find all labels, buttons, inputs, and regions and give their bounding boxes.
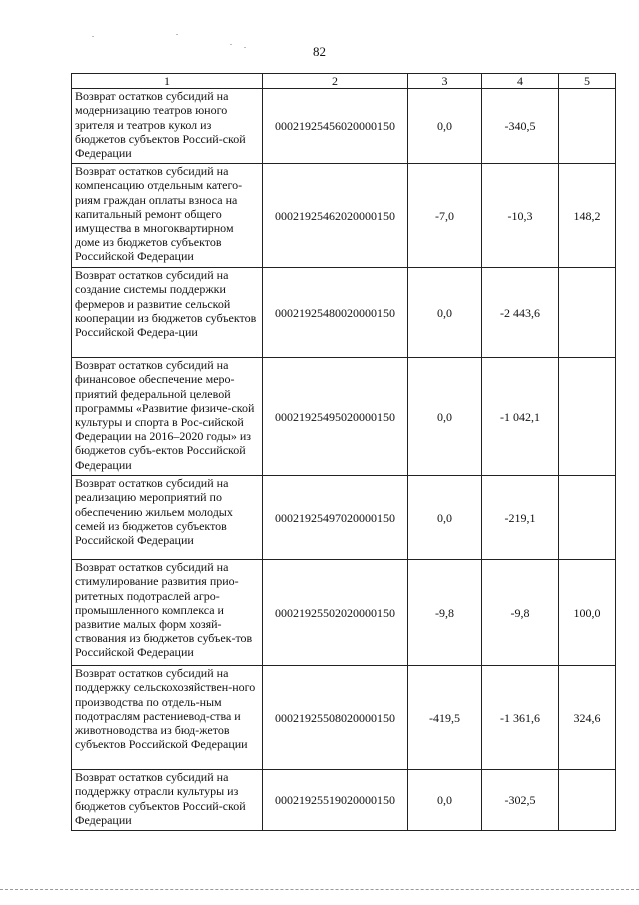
col5-cell: 148,2 (559, 164, 616, 268)
code-cell: 00021925502020000150 (263, 560, 408, 666)
table-row (72, 476, 616, 560)
description-cell: Возврат остатков субсидий на реализацию мероприятий по обеспечению жильем молодых семей из бюджетов субъектов Российской Федерации (72, 476, 263, 560)
code-cell: 00021925497020000150 (263, 476, 408, 560)
col5-cell: 100,0 (559, 560, 616, 666)
col5-cell (559, 89, 616, 164)
col5-cell (559, 358, 616, 476)
col3-cell: 0,0 (408, 770, 482, 831)
code-cell: 00021925508020000150 (263, 666, 408, 770)
code-cell: 00021925495020000150 (263, 358, 408, 476)
col4-cell: -9,8 (482, 560, 559, 666)
table-row (72, 666, 616, 770)
col3-cell: 0,0 (408, 476, 482, 560)
code-cell: 00021925462020000150 (263, 164, 408, 268)
col4-cell: -1 361,6 (482, 666, 559, 770)
col3-cell: -419,5 (408, 666, 482, 770)
col3-cell: -9,8 (408, 560, 482, 666)
col5-cell (559, 770, 616, 831)
column-header: 4 (482, 74, 559, 89)
col5-cell (559, 268, 616, 358)
col4-cell: -10,3 (482, 164, 559, 268)
description-cell: Возврат остатков субсидий на модернизацию театров юного зрителя и театров кукол из бюджетов субъектов Россий-ской Федерации (72, 89, 263, 164)
col5-cell: 324,6 (559, 666, 616, 770)
code-cell: 00021925456020000150 (263, 89, 408, 164)
column-header: 5 (559, 74, 616, 89)
column-header: 3 (408, 74, 482, 89)
description-cell: Возврат остатков субсидий на стимулирование развития прио-ритетных подотраслей агро-промышленного комплекса и развитие малых форм хозяй-ствования из бюджетов субъек-тов Российской Федерации (72, 560, 263, 666)
col4-cell: -302,5 (482, 770, 559, 831)
code-cell: 00021925480020000150 (263, 268, 408, 358)
table-row (72, 164, 616, 268)
col3-cell: 0,0 (408, 89, 482, 164)
table-row (72, 358, 616, 476)
col5-cell (559, 476, 616, 560)
table-row (72, 560, 616, 666)
col4-cell: -1 042,1 (482, 358, 559, 476)
column-header: 2 (263, 74, 408, 89)
description-cell: Возврат остатков субсидий на поддержку отрасли культуры из бюджетов субъектов Россий-ской Федерации (72, 770, 263, 831)
description-cell: Возврат остатков субсидий на создание системы поддержки фермеров и развитие сельской кооперации из бюджетов субъектов Российской Федера-ции (72, 268, 263, 358)
column-header: 1 (72, 74, 263, 89)
code-cell: 00021925519020000150 (263, 770, 408, 831)
scan-edge-line (0, 889, 639, 890)
subsidy-table (71, 73, 616, 831)
table-row (72, 770, 616, 831)
col3-cell: 0,0 (408, 358, 482, 476)
col3-cell: 0,0 (408, 268, 482, 358)
col4-cell: -219,1 (482, 476, 559, 560)
col3-cell: -7,0 (408, 164, 482, 268)
table-row (72, 89, 616, 164)
table-row (72, 268, 616, 358)
description-cell: Возврат остатков субсидий на финансовое обеспечение меро-приятий федеральной целевой программы «Развитие физиче-ской культуры и спорта в Рос-сийской Федерации на 2016–2020 годы» из бюджетов субъ-ектов Российской Федерации (72, 358, 263, 476)
header-row (72, 74, 616, 89)
description-cell: Возврат остатков субсидий на компенсацию отдельным катего-риям граждан оплаты взноса на капитальный ремонт общего имущества в многоквартирном доме из бюджетов субъектов Российской Федерации (72, 164, 263, 268)
description-cell: Возврат остатков субсидий на поддержку сельскохозяйствен-ного производства по отдель-ным подотраслям растениевод-ства и животноводства из бюд-жетов субъектов Российской Федерации (72, 666, 263, 770)
col4-cell: -340,5 (482, 89, 559, 164)
col4-cell: -2 443,6 (482, 268, 559, 358)
page-number: 82 (313, 44, 326, 59)
